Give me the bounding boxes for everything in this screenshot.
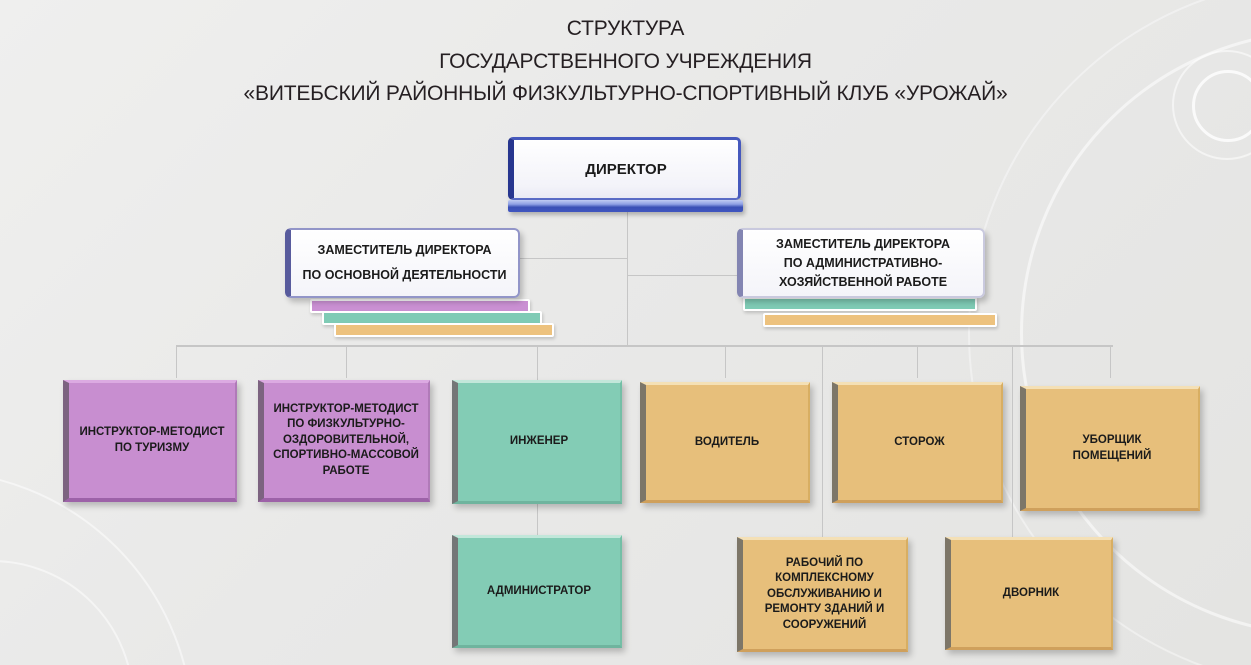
connector-drop-1 — [176, 345, 177, 378]
node-label: ДВОРНИК — [1002, 586, 1060, 599]
node-deputy-main-activity — [285, 228, 520, 298]
page-title — [0, 13, 1251, 111]
node-label: РАБОЧИЙ ПО КОМПЛЕКСНОМУ ОБСЛУЖИВАНИЮ И РЕМОНТУ ЗДАНИЙ И СООРУЖЕНИЙ — [764, 556, 885, 631]
node-driver — [640, 382, 810, 503]
connector-director-down — [627, 212, 628, 346]
node-label: ЗАМЕСТИТЕЛЬ ДИРЕКТОРА ПО АДМИНИСТРАТИВНО- ХОЗЯЙСТВЕННОЙ РАБОТЕ — [776, 236, 950, 289]
node-maintenance-worker — [737, 537, 908, 652]
connector-drop-yardkeeper — [1012, 345, 1013, 537]
node-label: ИНСТРУКТОР-МЕТОДИСТ ПО ТУРИЗМУ — [79, 426, 225, 454]
title-line-2: ГОСУДАРСТВЕННОГО УЧРЕЖДЕНИЯ — [439, 49, 812, 73]
node-deputy-admin-facilities — [737, 228, 985, 298]
connector-drop-5 — [917, 345, 918, 378]
node-director — [508, 137, 741, 200]
node-administrator — [452, 535, 622, 648]
node-label: ИНЖЕНЕР — [509, 435, 569, 448]
node-watchman — [832, 382, 1003, 503]
node-instructor-sports — [258, 380, 430, 502]
node-label: АДМИНИСТРАТОР — [486, 584, 592, 597]
node-label: ВОДИТЕЛЬ — [694, 435, 760, 448]
deputy2-shadow-bar-orange — [763, 313, 997, 327]
node-label: ЗАМЕСТИТЕЛЬ ДИРЕКТОРА ПО ОСНОВНОЙ ДЕЯТЕЛЬНОСТИ — [302, 243, 507, 282]
node-engineer — [452, 380, 622, 504]
node-label: СТОРОЖ — [894, 435, 945, 448]
node-cleaner — [1020, 386, 1200, 511]
node-label: ДИРЕКТОР — [585, 160, 667, 178]
connector-main-horizontal — [176, 345, 1113, 347]
decor-circle-icon — [0, 560, 134, 665]
node-label: ИНСТРУКТОР-МЕТОДИСТ ПО ФИЗКУЛЬТУРНО- ОЗДОРОВИТЕЛЬНОЙ, СПОРТИВНО-МАССОВОЙ РАБОТЕ — [273, 402, 419, 477]
deputy2-shadow-bar-teal — [743, 297, 977, 311]
connector-to-right-deputy — [627, 275, 737, 276]
connector-drop-2 — [346, 345, 347, 378]
title-line-3: «ВИТЕБСКИЙ РАЙОННЫЙ ФИЗКУЛЬТУРНО-СПОРТИВНЫЙ КЛУБ «УРОЖАЙ» — [243, 82, 1008, 105]
deputy1-shadow-bar-orange — [334, 323, 554, 337]
connector-drop-4 — [725, 345, 726, 378]
director-base-bar — [508, 200, 743, 212]
connector-drop-maintenance — [822, 345, 823, 537]
title-line-1: СТРУКТУРА — [566, 17, 685, 40]
node-yard-keeper — [945, 537, 1113, 650]
connector-drop-6 — [1110, 345, 1111, 378]
node-label: УБОРЩИК ПОМЕЩЕНИЙ — [1072, 434, 1152, 462]
node-instructor-tourism — [63, 380, 237, 502]
connector-to-left-deputy — [520, 258, 627, 259]
